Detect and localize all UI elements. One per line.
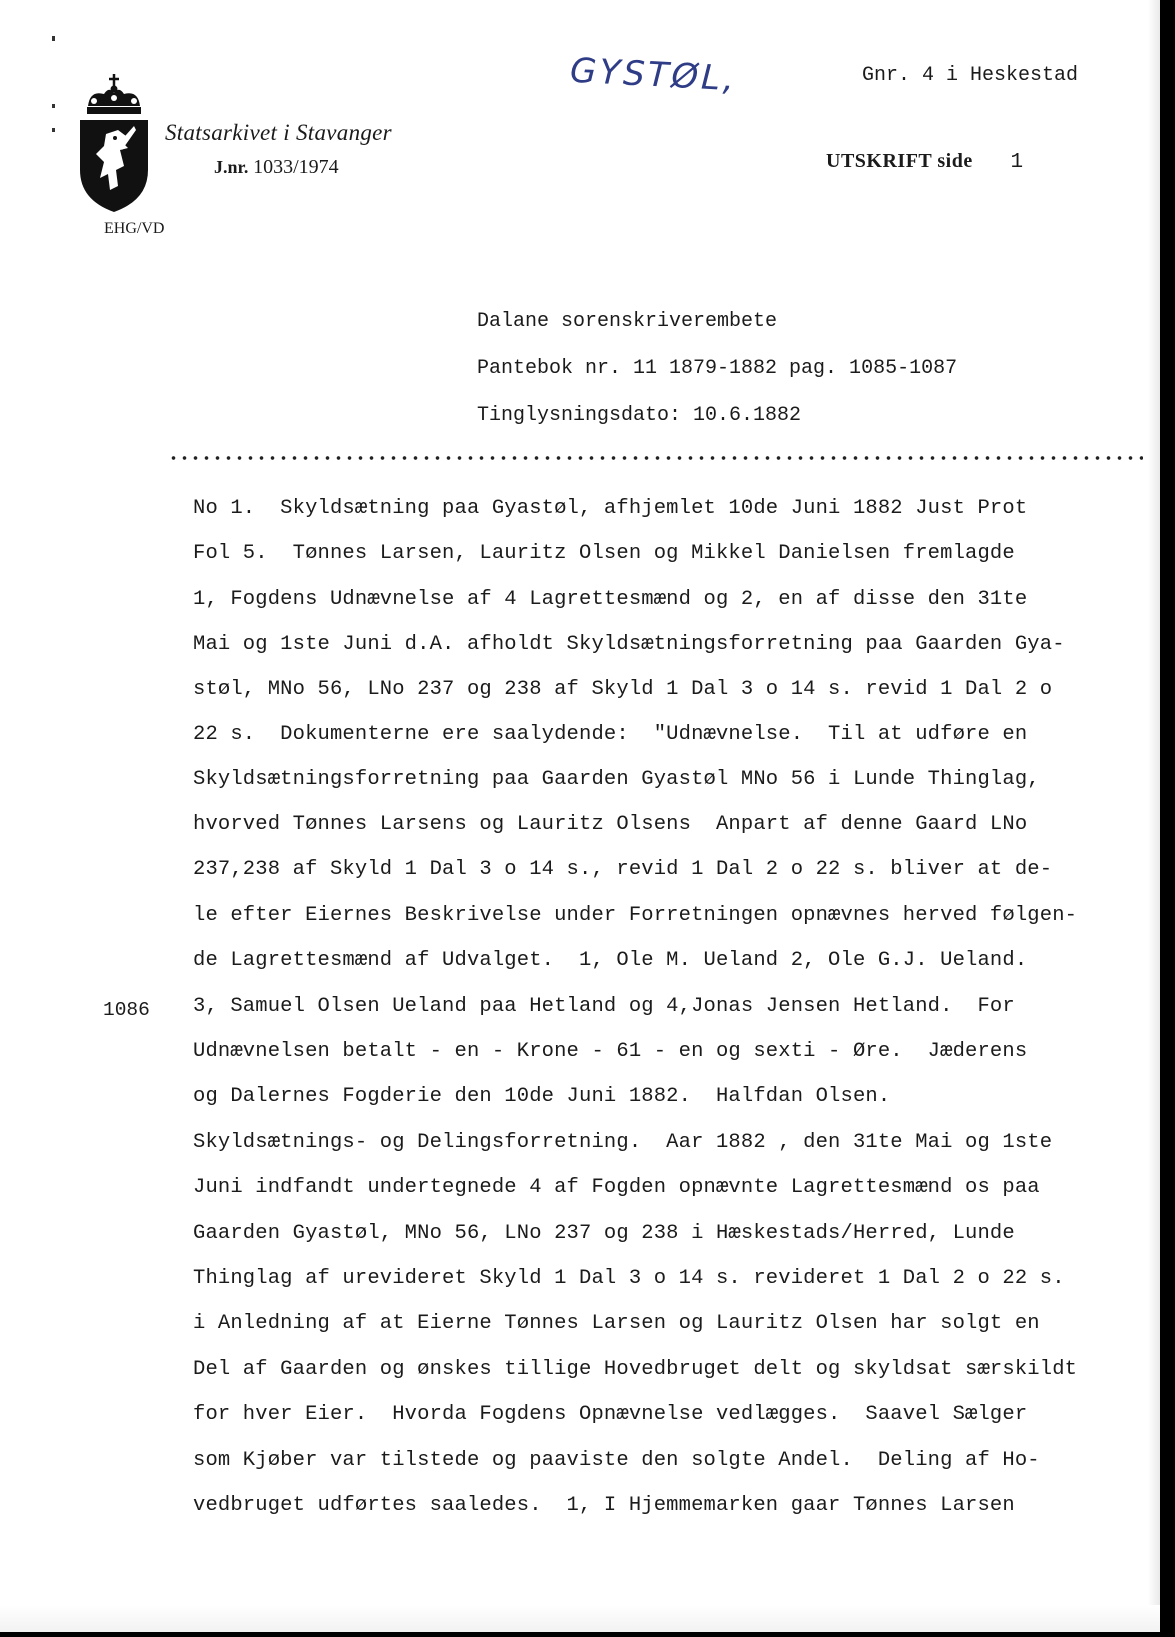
- text-line: de Lagrettesmænd af Udvalget. 1, Ole M. Ueland 2, Ole G.J. Ueland.: [193, 949, 1028, 972]
- text-line: Del af Gaarden og ønskes tillige Hovedbruget delt og skyldsat særskildt: [193, 1358, 1078, 1381]
- text-line: hvorved Tønnes Larsens og Lauritz Olsens Anpart af denne Gaard LNo: [193, 813, 1028, 836]
- journal-label: J.nr.: [214, 157, 249, 177]
- handwritten-farm-name: GYSTØL,: [569, 50, 738, 100]
- page-bottom-margin: [0, 1605, 1160, 1632]
- text-line: Udnævnelsen betalt - en - Krone - 61 - en og sexti - Øre. Jæderens: [193, 1040, 1028, 1063]
- registration-date: Tinglysningsdato: 10.6.1882: [477, 404, 802, 427]
- archive-name: Statsarkivet i Stavanger: [165, 120, 392, 145]
- text-line: for hver Eier. Hvorda Fogdens Opnævnelse vedlægges. Saavel Sælger: [193, 1403, 1028, 1426]
- margin-page-number: 1086: [103, 999, 150, 1021]
- journal-number: [214, 156, 339, 179]
- transcript-page: [826, 150, 1023, 174]
- punch-mark: [52, 104, 55, 108]
- text-line: 237,238 af Skyld 1 Dal 3 o 14 s., revid 1 Dal 2 o 22 s. bliver at de-: [193, 858, 1053, 881]
- text-line: som Kjøber var tilstede og paaviste den solgte Andel. Deling af Ho-: [193, 1449, 1040, 1472]
- coat-of-arms-icon: [78, 74, 150, 214]
- transcript-label: UTSKRIFT side: [826, 150, 973, 172]
- text-line: støl, MNo 56, LNo 237 og 238 af Skyld 1 Dal 3 o 14 s. revid 1 Dal 2 o: [193, 678, 1053, 701]
- text-line: No 1. Skyldsætning paa Gyastøl, afhjemlet 10de Juni 1882 Just Prot: [193, 497, 1028, 520]
- text-line: 3, Samuel Olsen Ueland paa Hetland og 4,Jonas Jensen Hetland. For: [193, 995, 1015, 1018]
- punch-mark: [52, 36, 55, 41]
- text-line: vedbruget udførtes saaledes. 1, I Hjemmemarken gaar Tønnes Larsen: [193, 1494, 1015, 1517]
- farm-reference: Gnr. 4 i Heskestad: [862, 64, 1079, 87]
- text-line: Gaarden Gyastøl, MNo 56, LNo 237 og 238 i Hæskestads/Herred, Lunde: [193, 1222, 1015, 1245]
- clerk-initials: EHG/VD: [104, 220, 165, 237]
- text-line: le efter Eiernes Beskrivelse under Forretningen opnævnes herved følgen-: [193, 904, 1078, 927]
- page-number: 1: [1010, 151, 1024, 174]
- page-edge: [1148, 0, 1160, 1632]
- text-line: i Anledning af at Eierne Tønnes Larsen og Lauritz Olsen har solgt en: [193, 1312, 1040, 1335]
- text-line: 22 s. Dokumenterne ere saalydende: "Udnævnelse. Til at udføre en: [193, 723, 1028, 746]
- text-line: Juni indfandt undertegnede 4 af Fogden opnævnte Lagrettesmænd os paa: [193, 1176, 1040, 1199]
- journal-number-value: 1033/1974: [253, 156, 339, 178]
- text-line: Mai og 1ste Juni d.A. afholdt Skyldsætningsforretning paa Gaarden Gya-: [193, 633, 1065, 656]
- source-office: Dalane sorenskriverembete: [477, 310, 778, 333]
- text-line: Skyldsætningsforretning paa Gaarden Gyastøl MNo 56 i Lunde Thinglag,: [193, 768, 1040, 791]
- text-line: 1, Fogdens Udnævnelse af 4 Lagrettesmænd og 2, en af disse den 31te: [193, 588, 1028, 611]
- text-line: og Dalernes Fogderie den 10de Juni 1882. Halfdan Olsen.: [193, 1085, 891, 1108]
- text-line: Thinglag af urevideret Skyld 1 Dal 3 o 14 s. revideret 1 Dal 2 o 22 s.: [193, 1267, 1065, 1290]
- text-line: Skyldsætnings- og Delingsforretning. Aar 1882 , den 31te Mai og 1ste: [193, 1131, 1053, 1154]
- punch-mark: [52, 128, 55, 132]
- dotted-divider: [168, 456, 1143, 460]
- source-book: Pantebok nr. 11 1879-1882 pag. 1085-1087: [477, 357, 958, 380]
- text-line: Fol 5. Tønnes Larsen, Lauritz Olsen og Mikkel Danielsen fremlagde: [193, 542, 1015, 565]
